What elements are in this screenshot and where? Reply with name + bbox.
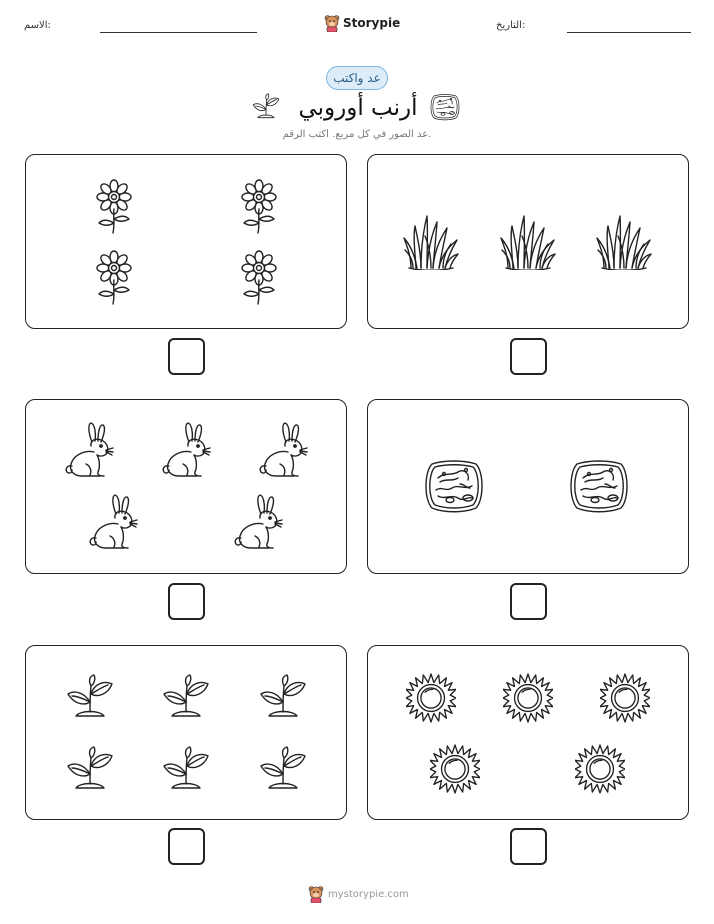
- footer: [308, 883, 409, 905]
- footer-url: mystorypie.com: [328, 888, 409, 900]
- answer-box-sprouts[interactable]: [168, 828, 205, 865]
- bear-mascot-icon: [308, 885, 324, 903]
- answer-box-rabbits[interactable]: [168, 583, 205, 620]
- panel-flowers: [25, 154, 347, 329]
- rabbit-icon: [233, 494, 285, 550]
- sun-icon: [430, 744, 480, 794]
- bear-mascot-icon: [324, 14, 340, 32]
- burrow-icon: [567, 458, 631, 514]
- worksheet-title: أرنب أوروبي: [298, 95, 418, 121]
- logo-text: Storypie: [343, 16, 401, 30]
- flower-icon: [94, 250, 134, 306]
- rabbit-icon: [88, 494, 140, 550]
- sun-icon: [503, 673, 553, 723]
- sun-icon: [406, 673, 456, 723]
- worksheet-instruction: عد الصور في كل مربع. اكتب الرقم.: [282, 129, 432, 140]
- flower-icon: [239, 179, 279, 235]
- sun-icon: [575, 744, 625, 794]
- panel-rabbits: [25, 399, 347, 574]
- answer-box-grass[interactable]: [510, 338, 547, 375]
- rabbit-icon: [64, 422, 116, 478]
- activity-badge: عد واكتب: [326, 66, 388, 90]
- sprout-icon: [66, 746, 114, 790]
- grass-icon: [403, 213, 459, 271]
- flower-icon: [239, 250, 279, 306]
- sprout-icon: [259, 746, 307, 790]
- burrow-icon: [429, 93, 461, 121]
- panel-burrows: [367, 399, 689, 574]
- storypie-logo: [324, 12, 400, 34]
- rabbit-icon: [161, 422, 213, 478]
- sprout-icon: [66, 674, 114, 718]
- name-field-line[interactable]: [100, 32, 257, 33]
- sprout-icon: [162, 674, 210, 718]
- answer-box-flowers[interactable]: [168, 338, 205, 375]
- panel-suns: [367, 645, 689, 820]
- burrow-icon: [422, 458, 486, 514]
- sprout-icon: [259, 674, 307, 718]
- grass-icon: [596, 213, 652, 271]
- date-label: التاريخ:: [496, 20, 526, 31]
- grass-icon: [500, 213, 556, 271]
- panel-sprouts: [25, 645, 347, 820]
- date-field-line[interactable]: [567, 32, 691, 33]
- flower-icon: [94, 179, 134, 235]
- answer-box-suns[interactable]: [510, 828, 547, 865]
- answer-box-burrows[interactable]: [510, 583, 547, 620]
- name-label: الاسم:: [24, 20, 51, 31]
- sun-icon: [600, 673, 650, 723]
- sprout-icon: [162, 746, 210, 790]
- rabbit-icon: [258, 422, 310, 478]
- sprout-icon: [252, 93, 280, 119]
- panel-grass: [367, 154, 689, 329]
